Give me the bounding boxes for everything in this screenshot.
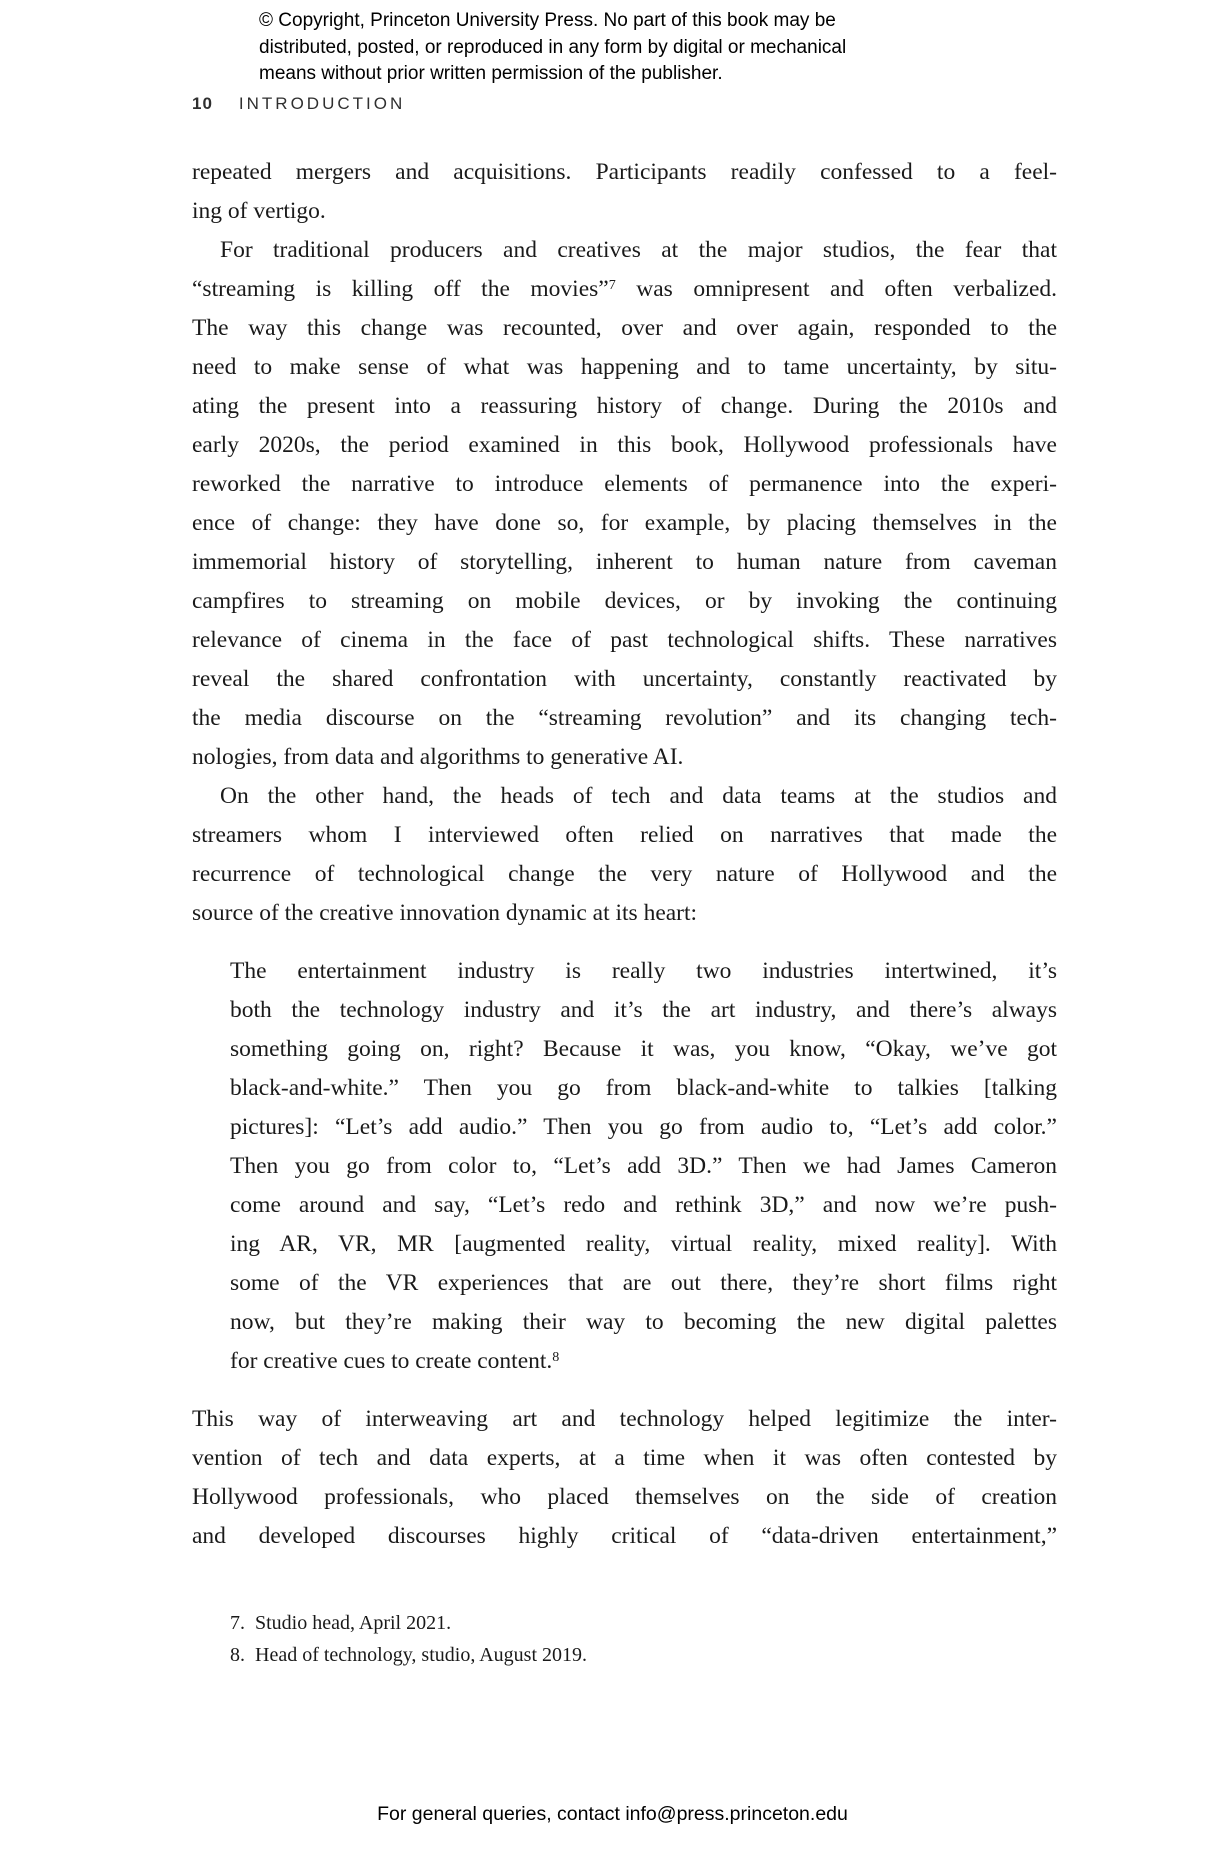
text-line: streamers whom I interviewed often relied on narratives that made the <box>192 822 1057 848</box>
text-line: This way of interweaving art and technology helped legitimize the inter- <box>192 1406 1057 1432</box>
text-line: ing AR, VR, MR [augmented reality, virtual reality, mixed reality]. With <box>230 1231 1057 1257</box>
text-line: For traditional producers and creatives at the major studios, the fear that <box>220 237 1057 263</box>
text-line: some of the VR experiences that are out there, they’re short films right <box>230 1270 1057 1296</box>
text-line: On the other hand, the heads of tech and data teams at the studios and <box>220 783 1057 809</box>
paragraph <box>192 1400 1057 1556</box>
footnote: 7. Studio head, April 2021. <box>230 1612 452 1634</box>
chapter-title: INTRODUCTION <box>238 94 406 113</box>
footnote-reference: 8 <box>552 1348 560 1365</box>
text-line: relevance of cinema in the face of past technological shifts. These narratives <box>192 627 1057 653</box>
copyright-line: © Copyright, Princeton University Press. No part of this book may be <box>259 10 836 31</box>
paragraph <box>192 231 1057 777</box>
text-line: both the technology industry and it’s the art industry, and there’s always <box>230 997 1057 1023</box>
footnote-reference: 7 <box>608 276 616 293</box>
copyright-line: distributed, posted, or reproduced in any form by digital or mechanical <box>259 36 847 58</box>
text-line: ating the present into a reassuring history of change. During the 2010s and <box>192 393 1057 419</box>
text-line: vention of tech and data experts, at a time when it was often contested by <box>192 1445 1057 1471</box>
text-line: campfires to streaming on mobile devices, or by invoking the continuing <box>192 588 1057 614</box>
text-line: pictures]: “Let’s add audio.” Then you go from audio to, “Let’s add color.” <box>230 1114 1057 1140</box>
footnotes <box>230 1607 587 1671</box>
paragraph <box>192 777 1057 933</box>
text-line: reveal the shared confrontation with uncertainty, constantly reactivated by <box>192 666 1057 692</box>
text-line: now, but they’re making their way to becoming the new digital palettes <box>230 1309 1057 1335</box>
footer-query-line: For general queries, contact info@press.princeton.edu <box>377 1803 848 1825</box>
page-number: 10 <box>192 94 213 113</box>
text-line: The way this change was recounted, over and over again, responded to the <box>192 315 1057 341</box>
text-line: recurrence of technological change the very nature of Hollywood and the <box>192 861 1057 887</box>
block-quote <box>230 952 1057 1381</box>
text-line: Hollywood professionals, who placed themselves on the side of creation <box>192 1484 1057 1510</box>
text-line: and developed discourses highly critical of “data-driven entertainment,” <box>192 1523 1057 1549</box>
copyright-line: means without prior written permission of the publisher. <box>259 63 723 84</box>
paragraph <box>192 153 1057 231</box>
text-line: the media discourse on the “streaming revolution” and its changing tech- <box>192 705 1057 731</box>
text-line: early 2020s, the period examined in this book, Hollywood professionals have <box>192 432 1057 458</box>
text-line: come around and say, “Let’s redo and rethink 3D,” and now we’re push- <box>230 1192 1057 1218</box>
copyright-notice <box>259 8 846 88</box>
running-head <box>192 94 405 114</box>
text-line: black-and-white.” Then you go from black-and-white to talkies [talking <box>230 1075 1057 1101</box>
text-line: ence of change: they have done so, for example, by placing themselves in the <box>192 510 1057 536</box>
text-line: nologies, from data and algorithms to generative AI. <box>192 744 684 770</box>
text-line: need to make sense of what was happening and to tame uncertainty, by situ- <box>192 354 1057 380</box>
text-line: for creative cues to create content.$^8$ <box>230 1348 560 1374</box>
text-line: The entertainment industry is really two industries intertwined, it’s <box>230 958 1057 984</box>
footnote: 8. Head of technology, studio, August 2019. <box>230 1644 588 1666</box>
body-text <box>192 153 1057 1556</box>
text-line: something going on, right? Because it was, you know, “Okay, we’ve got <box>230 1036 1057 1062</box>
text-line: Then you go from color to, “Let’s add 3D.” Then we had James Cameron <box>230 1153 1057 1179</box>
text-line: repeated mergers and acquisitions. Participants readily confessed to a feel- <box>192 159 1057 185</box>
text-line: ing of vertigo. <box>192 198 326 224</box>
text-line: source of the creative innovation dynamic at its heart: <box>192 900 698 926</box>
text-line: “streaming is killing off the movies”$^7$ was omnipresent and often verbalized. <box>192 276 1057 302</box>
text-line: immemorial history of storytelling, inherent to human nature from caveman <box>192 549 1057 575</box>
text-line: reworked the narrative to introduce elements of permanence into the experi- <box>192 471 1057 497</box>
